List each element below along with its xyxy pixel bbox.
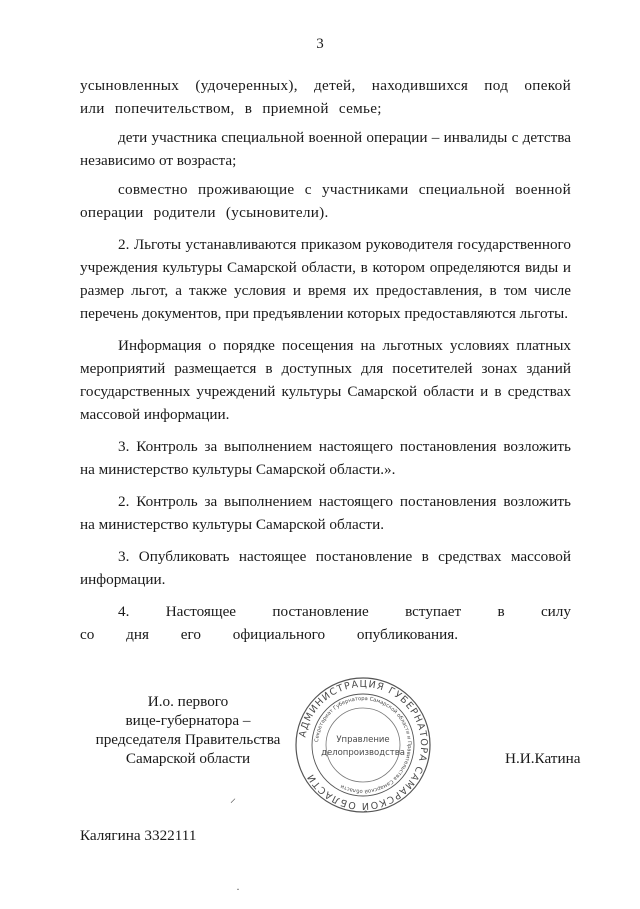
page-number: 3 <box>316 36 324 52</box>
paragraph: 2. Льготы устанавливаются приказом руководителя государственного учреждения культуры Самарской области, в котором определяются виды и размер льгот, а также условия и время их предоставления, в том числе перечень документов, при предъявлении которых предоставляются льготы. <box>80 236 571 322</box>
paragraph: усыновленных (удочеренных), детей, находившихся под опекой или попечительством, в приемной семье; <box>80 77 571 117</box>
signer-title-line: Самарской области <box>125 750 251 767</box>
seal-outer-text: АДМИНИСТРАЦИЯ ГУБЕРНАТОРА САМАРСКОЙ ОБЛАСТИ <box>297 678 430 812</box>
signer-title-line: И.о. первого <box>147 693 229 710</box>
paragraph: 4. Настоящее постановление вступает в силу со дня его официального опубликования. <box>80 603 571 643</box>
paragraph: совместно проживающие с участниками специальной военной операции родители (усыновители). <box>80 181 571 221</box>
seal-inner-text: Секретариат Губернатора Самарской области и Правительства Самарской области <box>314 695 413 795</box>
paragraph: Информация о порядке посещения на льготных условиях платных мероприятий размещается в доступных для посетителей зонах зданий государственных учреждений культуры Самарской области и в средствах массовой информации. <box>80 337 571 423</box>
paragraph: дети участника специальной военной операции – инвалиды с детства независимо от возраста; <box>80 129 571 169</box>
signer-title-line: председателя Правительства <box>95 731 281 748</box>
seal-center-line: Управление <box>336 735 390 745</box>
signer-name: Н.И.Катина <box>505 750 581 767</box>
executor-info: Калягина 3322111 <box>80 827 197 844</box>
paragraph: 3. Опубликовать настоящее постановление в средствах массовой информации. <box>80 548 571 588</box>
signer-title-line: вице-губернатора – <box>125 712 251 729</box>
seal-center-line: делопроизводства <box>321 748 405 758</box>
official-seal <box>294 676 432 814</box>
paragraph: 3. Контроль за выполнением настоящего постановления возложить на министерство культуры Самарской области.». <box>80 438 571 478</box>
document-body <box>80 74 571 655</box>
signer-title <box>88 692 288 768</box>
pen-mark: · <box>236 882 240 896</box>
paragraph: 2. Контроль за выполнением настоящего постановления возложить на министерство культуры Самарской области. <box>80 493 571 533</box>
pen-mark: ⸝ <box>230 791 237 805</box>
